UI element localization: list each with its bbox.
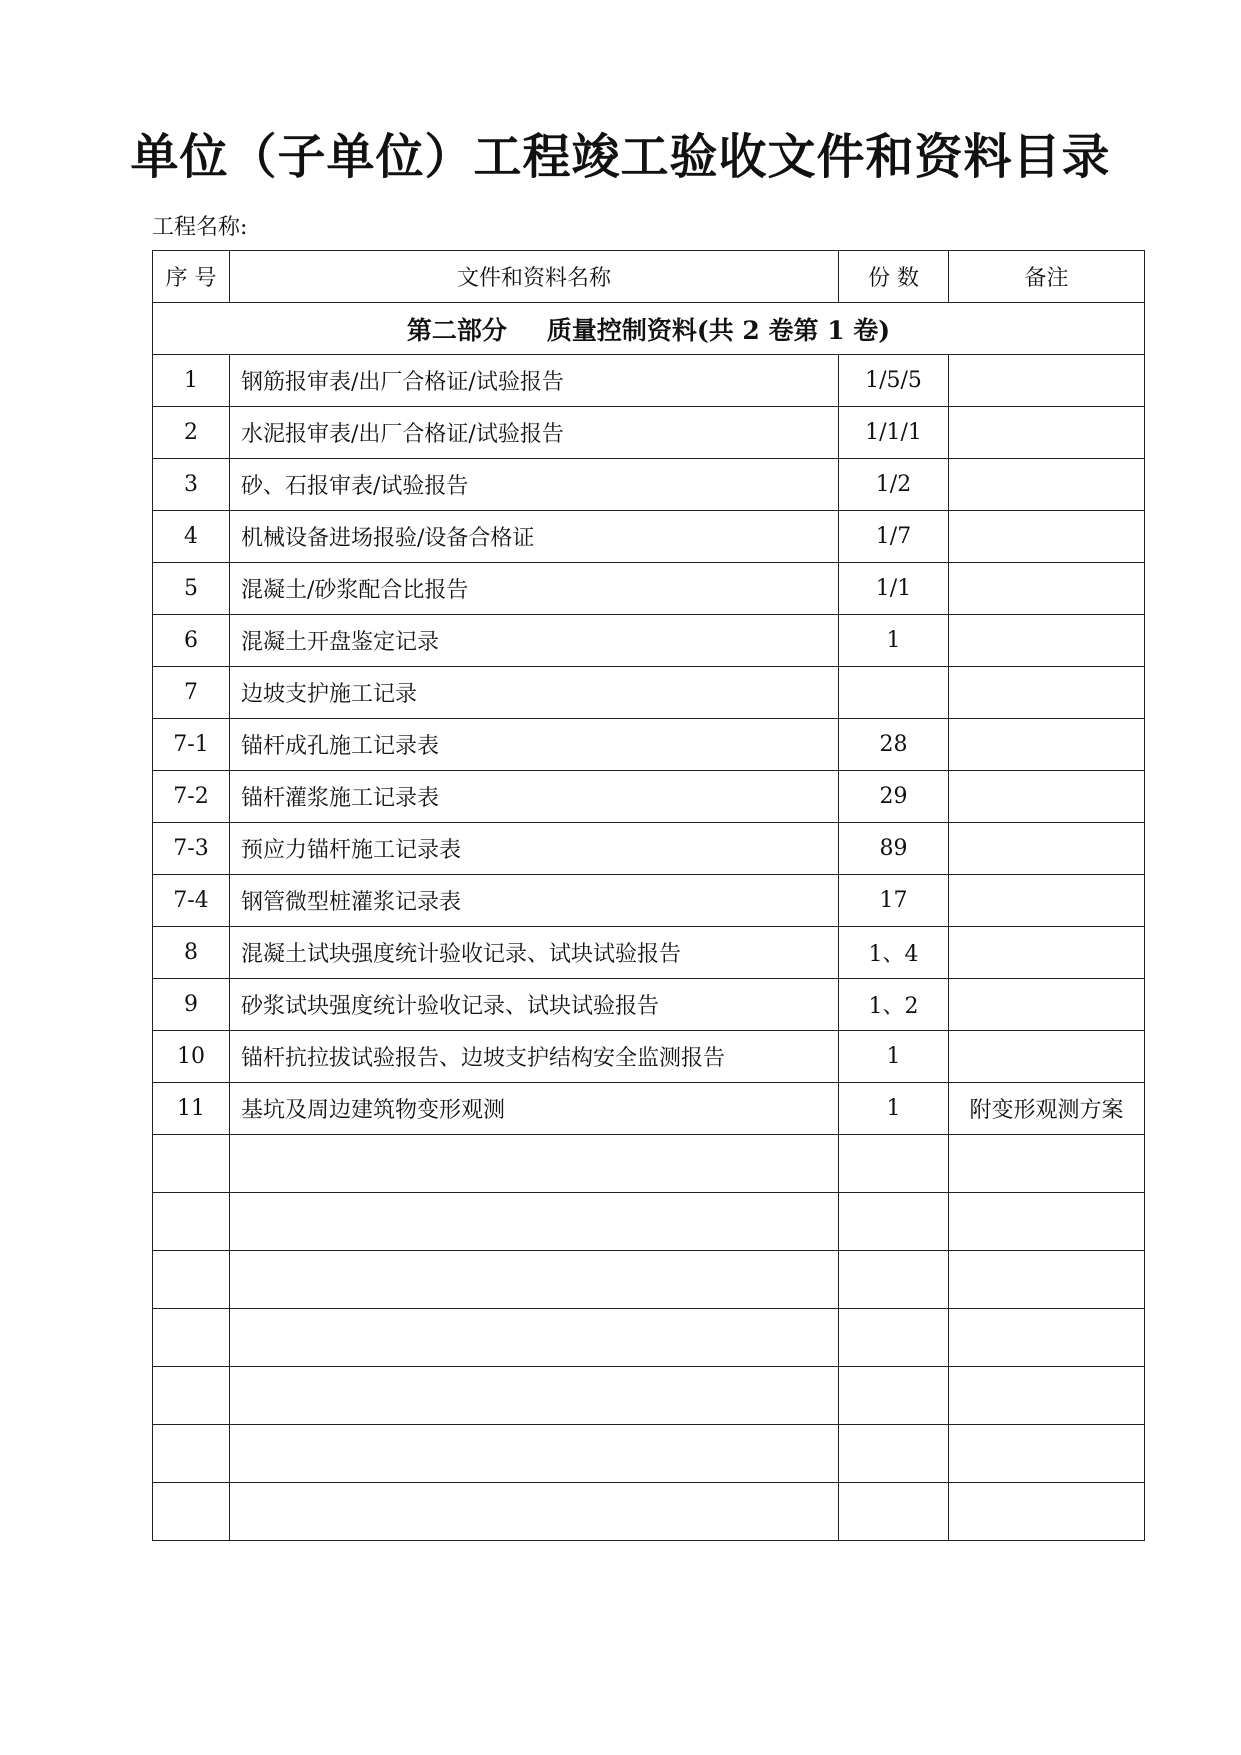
blank-row xyxy=(153,1251,1145,1309)
row-remark xyxy=(949,719,1145,771)
section-title: 质量控制资料(共 2 卷第 1 卷) xyxy=(546,315,891,345)
row-no: 10 xyxy=(153,1031,230,1083)
row-no: 2 xyxy=(153,407,230,459)
row-remark xyxy=(949,459,1145,511)
table-row xyxy=(153,979,1145,1031)
row-name: 混凝土开盘鉴定记录 xyxy=(230,615,839,667)
row-name: 锚杆灌浆施工记录表 xyxy=(230,771,839,823)
table-row xyxy=(153,615,1145,667)
row-copies: 1 xyxy=(839,1083,949,1135)
table-row xyxy=(153,511,1145,563)
project-name-label: 工程名称: xyxy=(152,215,248,240)
table-row xyxy=(153,667,1145,719)
blank-row xyxy=(153,1367,1145,1425)
blank-row xyxy=(153,1309,1145,1367)
row-remark: 附变形观测方案 xyxy=(949,1083,1145,1135)
row-no: 4 xyxy=(153,511,230,563)
row-remark xyxy=(949,979,1145,1031)
row-copies: 1/1 xyxy=(839,563,949,615)
row-no: 7-3 xyxy=(153,823,230,875)
row-name: 混凝土/砂浆配合比报告 xyxy=(230,563,839,615)
row-remark xyxy=(949,355,1145,407)
row-remark xyxy=(949,1031,1145,1083)
row-name: 水泥报审表/出厂合格证/试验报告 xyxy=(230,407,839,459)
row-copies: 1/5/5 xyxy=(839,355,949,407)
row-name: 钢管微型桩灌浆记录表 xyxy=(230,875,839,927)
row-name: 锚杆成孔施工记录表 xyxy=(230,719,839,771)
row-name: 预应力锚杆施工记录表 xyxy=(230,823,839,875)
table-row xyxy=(153,875,1145,927)
row-name: 砂浆试块强度统计验收记录、试块试验报告 xyxy=(230,979,839,1031)
row-name: 混凝土试块强度统计验收记录、试块试验报告 xyxy=(230,927,839,979)
row-no: 3 xyxy=(153,459,230,511)
row-no: 7-4 xyxy=(153,875,230,927)
row-name: 锚杆抗拉拔试验报告、边坡支护结构安全监测报告 xyxy=(230,1031,839,1083)
row-remark xyxy=(949,667,1145,719)
row-no: 7-2 xyxy=(153,771,230,823)
row-no: 1 xyxy=(153,355,230,407)
table-row xyxy=(153,1083,1145,1135)
section-cell xyxy=(153,303,1145,355)
header-no: 序 号 xyxy=(153,251,230,303)
row-remark xyxy=(949,875,1145,927)
row-no: 7 xyxy=(153,667,230,719)
row-no: 9 xyxy=(153,979,230,1031)
table-row xyxy=(153,719,1145,771)
section-row xyxy=(153,303,1145,355)
row-remark xyxy=(949,823,1145,875)
row-no: 6 xyxy=(153,615,230,667)
row-remark xyxy=(949,407,1145,459)
table-row xyxy=(153,407,1145,459)
row-name: 钢筋报审表/出厂合格证/试验报告 xyxy=(230,355,839,407)
table-row xyxy=(153,459,1145,511)
row-copies xyxy=(839,667,949,719)
row-name: 砂、石报审表/试验报告 xyxy=(230,459,839,511)
table-row xyxy=(153,771,1145,823)
header-name: 文件和资料名称 xyxy=(230,251,839,303)
row-copies: 1/1/1 xyxy=(839,407,949,459)
row-copies: 1、4 xyxy=(839,927,949,979)
row-remark xyxy=(949,927,1145,979)
blank-row xyxy=(153,1483,1145,1541)
row-copies: 28 xyxy=(839,719,949,771)
table-row xyxy=(153,563,1145,615)
header-copies: 份 数 xyxy=(839,251,949,303)
table-row xyxy=(153,1031,1145,1083)
catalog-table xyxy=(152,250,1145,1541)
blank-row xyxy=(153,1135,1145,1193)
table-row xyxy=(153,355,1145,407)
row-copies: 17 xyxy=(839,875,949,927)
row-no: 11 xyxy=(153,1083,230,1135)
row-name: 边坡支护施工记录 xyxy=(230,667,839,719)
row-name: 基坑及周边建筑物变形观测 xyxy=(230,1083,839,1135)
blank-row xyxy=(153,1193,1145,1251)
table-row xyxy=(153,823,1145,875)
section-part: 第二部分 xyxy=(406,315,507,345)
document-title: 单位（子单位）工程竣工验收文件和资料目录 xyxy=(130,129,1111,185)
row-copies: 1/2 xyxy=(839,459,949,511)
table-row xyxy=(153,927,1145,979)
row-remark xyxy=(949,615,1145,667)
row-copies: 1 xyxy=(839,615,949,667)
row-copies: 1、2 xyxy=(839,979,949,1031)
header-row xyxy=(153,251,1145,303)
row-no: 7-1 xyxy=(153,719,230,771)
row-remark xyxy=(949,511,1145,563)
row-copies: 89 xyxy=(839,823,949,875)
header-remark: 备注 xyxy=(949,251,1145,303)
row-name: 机械设备进场报验/设备合格证 xyxy=(230,511,839,563)
row-no: 8 xyxy=(153,927,230,979)
row-no: 5 xyxy=(153,563,230,615)
row-copies: 1 xyxy=(839,1031,949,1083)
row-remark xyxy=(949,563,1145,615)
row-remark xyxy=(949,771,1145,823)
blank-row xyxy=(153,1425,1145,1483)
row-copies: 29 xyxy=(839,771,949,823)
row-copies: 1/7 xyxy=(839,511,949,563)
